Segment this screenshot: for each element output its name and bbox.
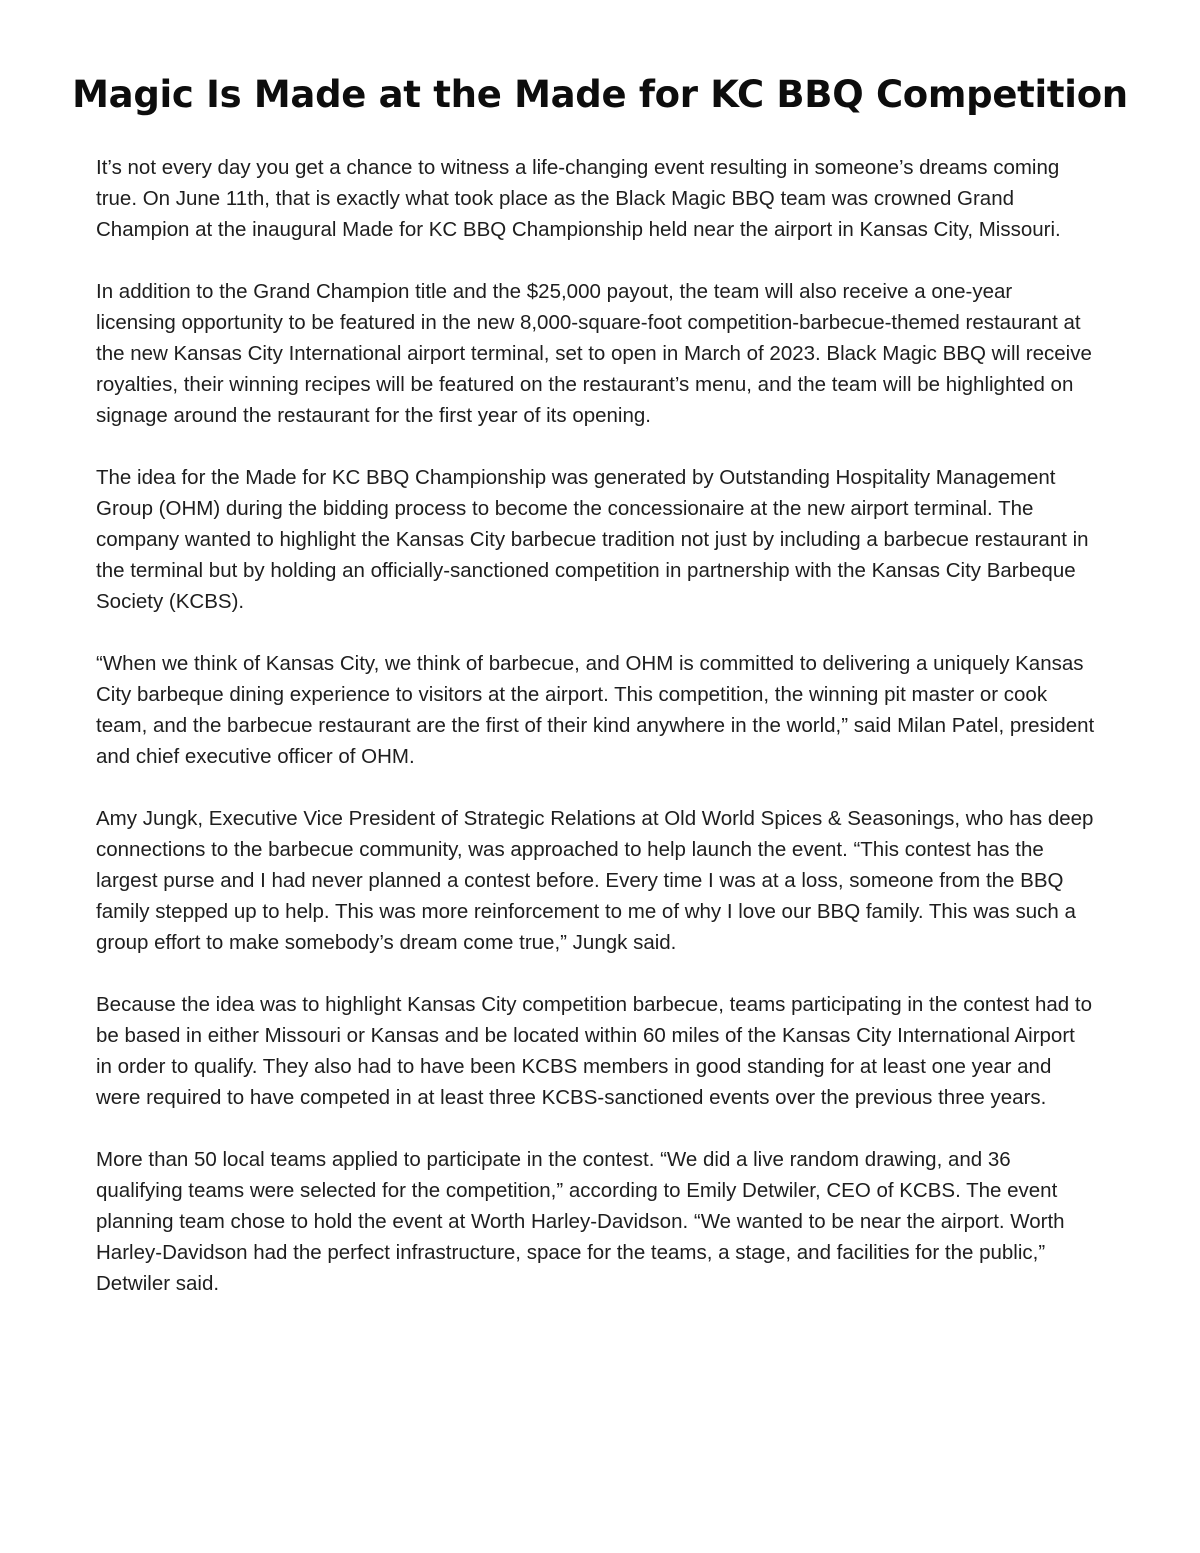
paragraph-7: More than 50 local teams applied to participate in the contest. “We did a live random drawing, and 36 qualifying teams were selected for the competition,” according to Emily Detwiler, CEO of KCBS. The event planning team chose to hold the event at Worth Harley-Davidson. “We wanted to be near the airport. Worth Harley-Davidson had the perfect infrastructure, space for the teams, a stage, and facilities for the public,” Detwiler said. [96, 1148, 1065, 1295]
paragraph-3: The idea for the Made for KC BBQ Championship was generated by Outstanding Hospitality Management Group (OHM) during the bidding process to become the concessionaire at the new airport terminal. The company wanted to highlight the Kansas City barbecue tradition not just by including a barbecue restaurant in the terminal but by holding an officially-sanctioned competition in partnership with the Kansas City Barbeque Society (KCBS). [96, 466, 1089, 613]
paragraph-4: “When we think of Kansas City, we think of barbecue, and OHM is committed to delivering a uniquely Kansas City barbeque dining experience to visitors at the airport. This competition, the winning pit master or cook team, and the barbecue restaurant are the first of their kind anywhere in the world,” said Milan Patel, president and chief executive officer of OHM. [96, 652, 1095, 768]
paragraph-6: Because the idea was to highlight Kansas City competition barbecue, teams participating in the contest had to be based in either Missouri or Kansas and be located within 60 miles of the Kansas City International Airport in order to qualify. They also had to have been KCBS members in good standing for at least one year and were required to have competed in at least three KCBS-sanctioned events over the previous three years. [96, 993, 1092, 1109]
article-title: Magic Is Made at the Made for KC BBQ Competition [72, 73, 1128, 116]
paragraph-2: In addition to the Grand Champion title and the $25,000 payout, the team will also receive a one-year licensing opportunity to be featured in the new 8,000-square-foot competition-barbecue-themed restaurant at the new Kansas City International airport terminal, set to open in March of 2023. Black Magic BBQ will receive royalties, their winning recipes will be featured on the restaurant’s menu, and the team will be highlighted on signage around the restaurant for the first year of its opening. [96, 280, 1092, 427]
article-body [96, 152, 1096, 1330]
paragraph-1: It’s not every day you get a chance to witness a life-changing event resulting in someone’s dreams coming true. On June 11th, that is exactly what took place as the Black Magic BBQ team was crowned Grand Champion at the inaugural Made for KC BBQ Championship held near the airport in Kansas City, Missouri. [96, 156, 1061, 241]
paragraph-5: Amy Jungk, Executive Vice President of Strategic Relations at Old World Spices & Seasonings, who has deep connections to the barbecue community, was approached to help launch the event. “This contest has the largest purse and I had never planned a contest before. Every time I was at a loss, someone from the BBQ family stepped up to help. This was more reinforcement to me of why I love our BBQ family. This was such a group effort to make somebody’s dream come true,” Jungk said. [96, 807, 1094, 954]
